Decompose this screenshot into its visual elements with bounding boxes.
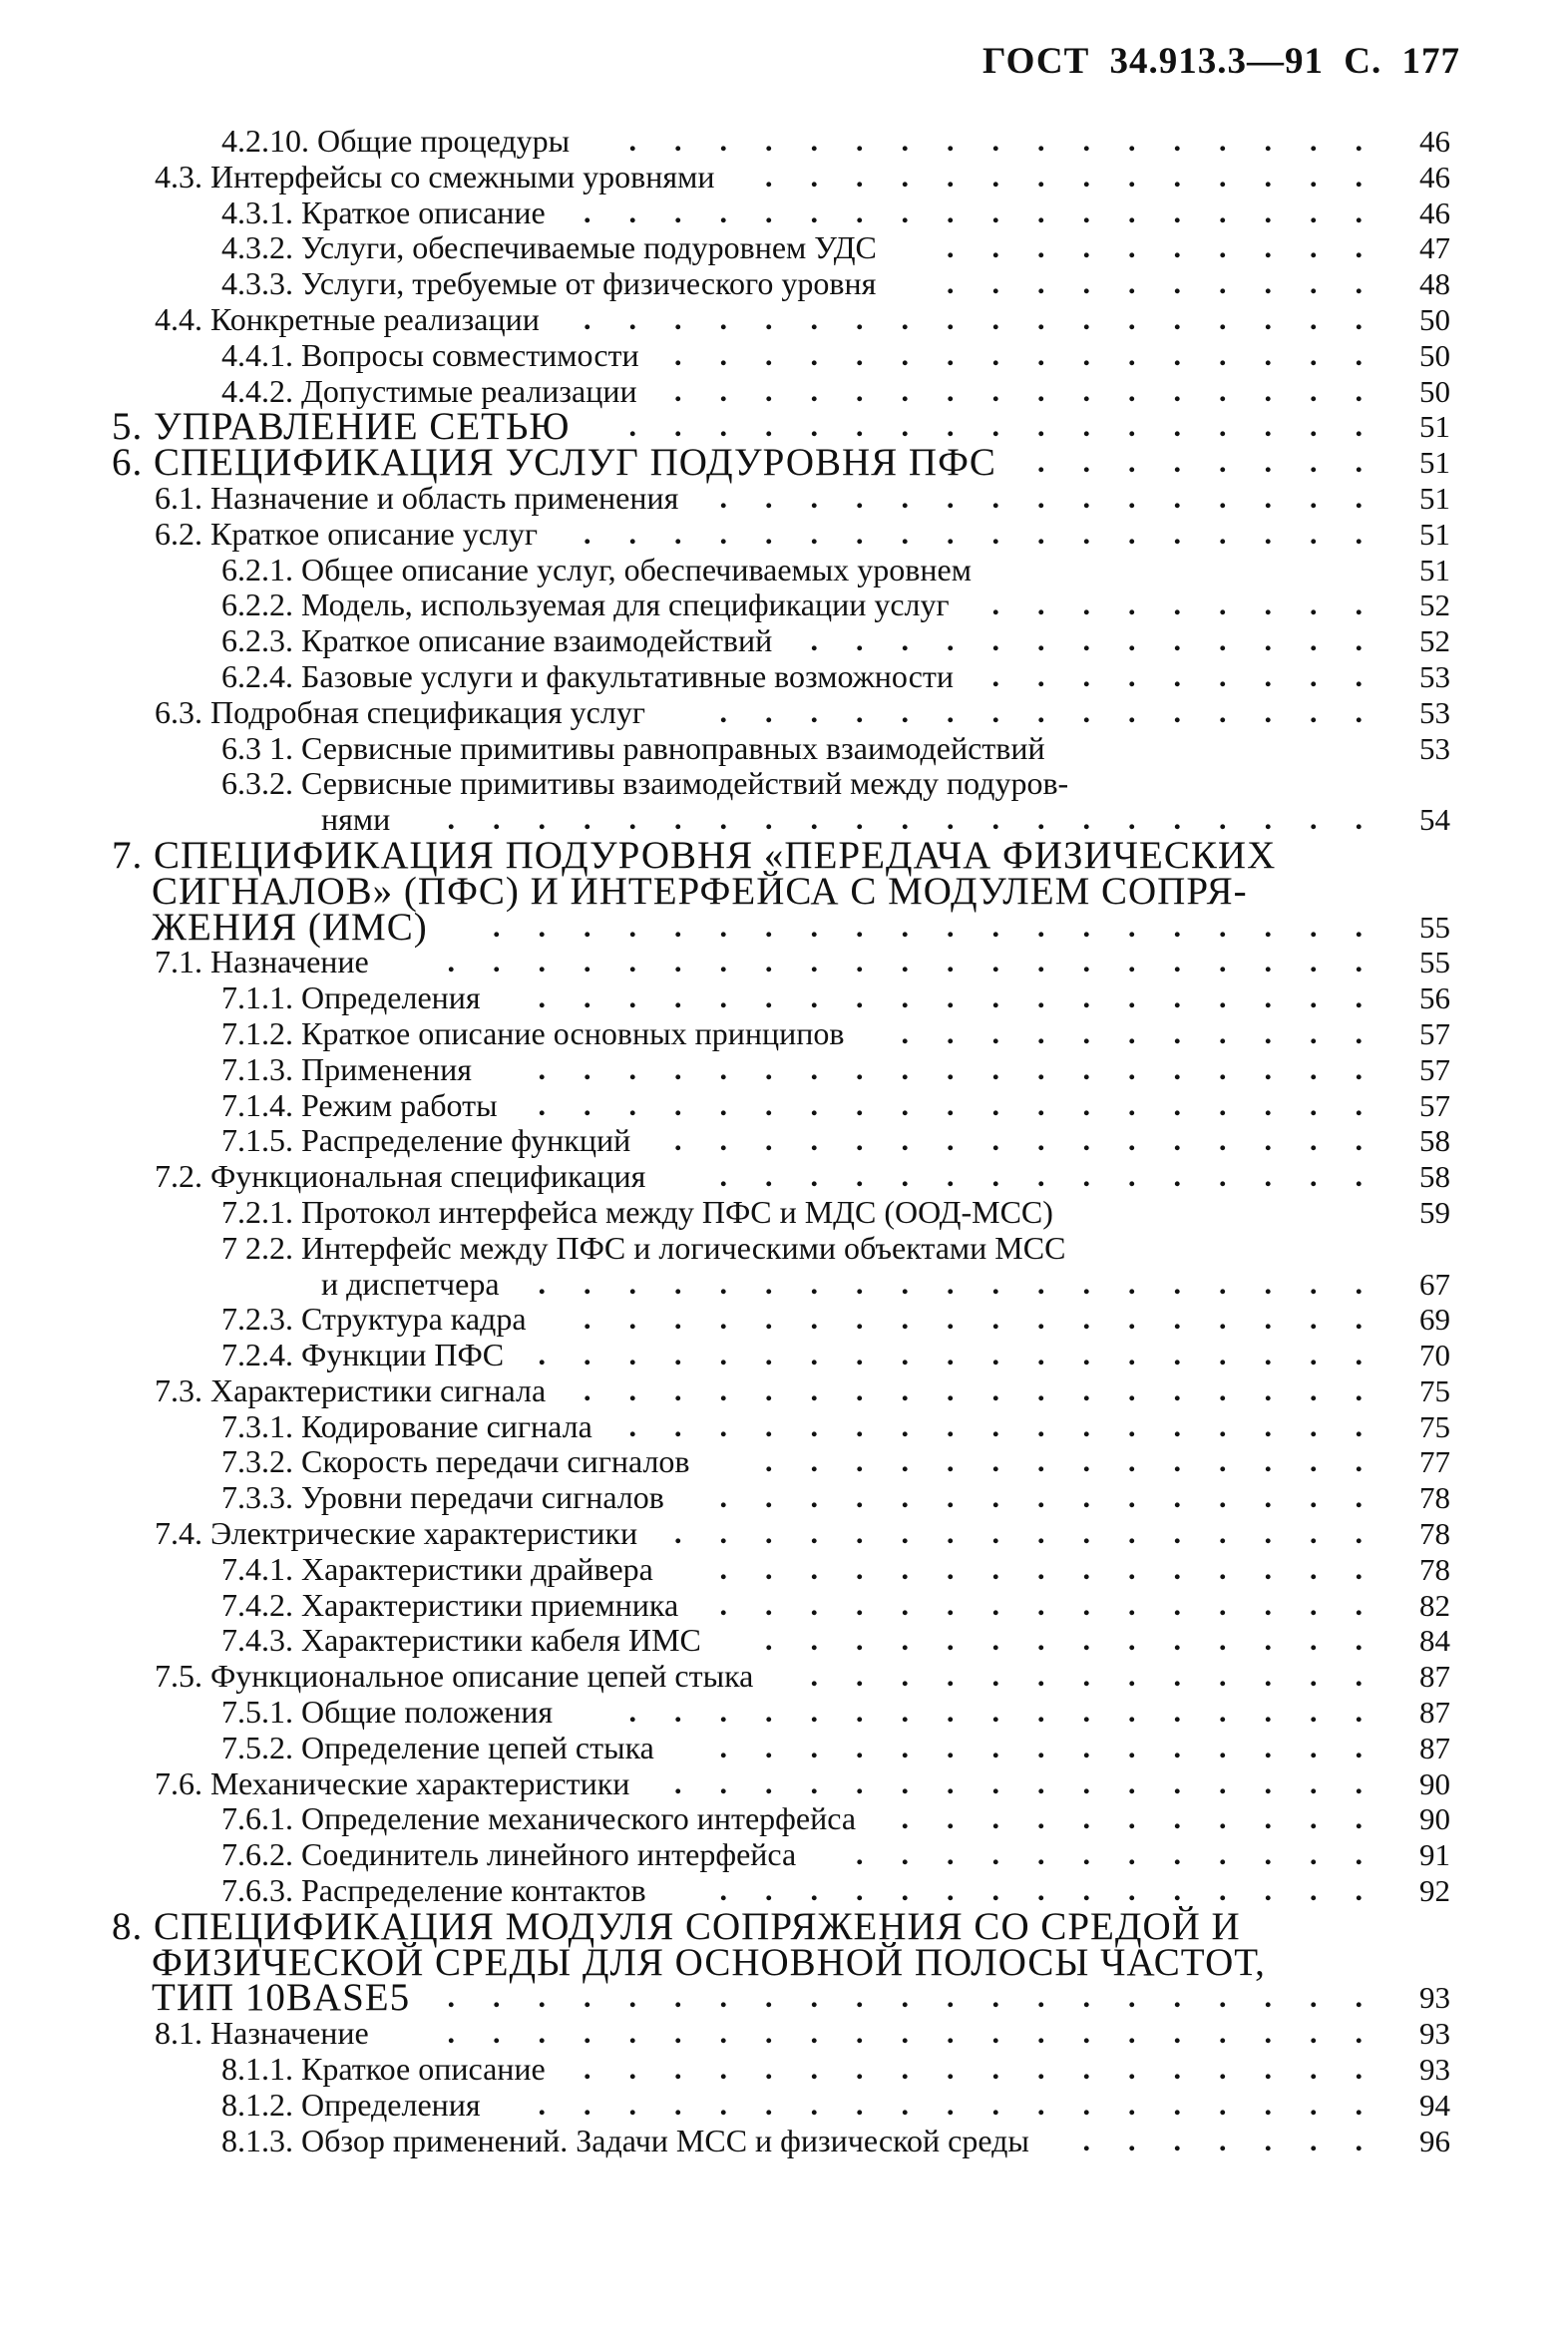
- toc-entry-label: и диспетчера: [321, 1265, 500, 1302]
- toc-entry-label: 8.1.1. Краткое описание: [221, 2051, 546, 2088]
- toc-leader-dots: ..............: [765, 1445, 1400, 1479]
- toc-page-number: 93: [1419, 1980, 1450, 2016]
- toc-entry: [0, 1016, 1568, 1052]
- toc-page-number: 56: [1419, 980, 1450, 1016]
- toc-leader-dots: ..............: [765, 160, 1400, 194]
- toc-page-number: 54: [1419, 802, 1450, 838]
- toc-entry-label: 4.3. Интерфейсы со смежными уровнями: [155, 158, 715, 195]
- toc-leader-dots: ................: [674, 1517, 1400, 1551]
- toc-entry-label: нями: [321, 801, 391, 838]
- toc-page-number: 75: [1419, 1372, 1450, 1408]
- toc-page-number: 82: [1419, 1587, 1450, 1623]
- toc-leader-dots: ...................: [538, 981, 1400, 1015]
- toc-page-number: 51: [1419, 516, 1450, 552]
- toc-entry-label: 7.6. Механические характеристики: [155, 1764, 630, 1801]
- toc-page-number: 51: [1419, 552, 1450, 587]
- toc-entry: [0, 587, 1568, 623]
- toc-entry-label: 7.1.2. Краткое описание основных принципов: [221, 1014, 845, 1051]
- toc-entry-label: 7.4.3. Характеристики кабеля ИМС: [221, 1622, 701, 1659]
- toc-entry-label: 7.4.2. Характеристики приемника: [221, 1586, 679, 1623]
- toc-entry-label: 7.2.4. Функции ПФС: [221, 1337, 505, 1373]
- toc-entry-label: 7.3. Характеристики сигнала: [155, 1371, 547, 1408]
- toc-entry-label: 7.1.3. Применения: [221, 1050, 472, 1087]
- toc-entry: [0, 766, 1568, 802]
- toc-entry: [0, 1195, 1568, 1231]
- toc-leader-dots: .................: [628, 410, 1400, 444]
- toc-entry: [0, 230, 1568, 266]
- toc-leader-dots: ...................: [538, 1267, 1400, 1301]
- toc-entry-label: 7. СПЕЦИФИКАЦИЯ ПОДУРОВНЯ «ПЕРЕДАЧА ФИЗИЧЕСКИХ: [112, 833, 1277, 877]
- toc-entry: [0, 731, 1568, 767]
- toc-page-number: 90: [1419, 1801, 1450, 1837]
- toc-leader-dots: ................: [674, 338, 1400, 372]
- toc-entry: [0, 124, 1568, 160]
- toc-entry-label: ТИП 10BASE5: [152, 1976, 411, 2020]
- toc-page-number: 52: [1419, 623, 1450, 659]
- toc-leader-dots: ...............: [719, 1552, 1400, 1586]
- toc-entry: [0, 374, 1568, 410]
- toc-entry-label: 4.4.2. Допустимые реализации: [221, 372, 637, 409]
- toc-entry: [0, 1444, 1568, 1480]
- toc-page-number: 77: [1419, 1444, 1450, 1480]
- toc-entry: [0, 1623, 1568, 1659]
- toc-entry-label: 7.5.2. Определение цепей стыка: [221, 1729, 654, 1765]
- toc-page-number: 53: [1419, 730, 1450, 766]
- toc-entry: [0, 1940, 1568, 1984]
- toc-leader-dots: ..................: [584, 1303, 1400, 1337]
- toc-entry: [0, 1766, 1568, 1802]
- toc-leader-dots: .................: [628, 1409, 1400, 1443]
- toc-page-number: 87: [1419, 1695, 1450, 1731]
- toc-entry: [0, 1588, 1568, 1624]
- toc-leader-dots: ........: [1037, 446, 1400, 480]
- toc-leader-dots: ...................: [538, 1088, 1400, 1122]
- toc-page-number: 91: [1419, 1837, 1450, 1873]
- toc-leader-dots: .............: [810, 624, 1400, 658]
- toc-entry-label: ФИЗИЧЕСКОЙ СРЕДЫ ДЛЯ ОСНОВНОЙ ПОЛОСЫ ЧАСТОТ,: [152, 1940, 1266, 1984]
- toc-entry: [0, 1516, 1568, 1552]
- toc-leader-dots: ...........: [901, 1016, 1400, 1050]
- toc-entry: [0, 1159, 1568, 1195]
- toc-leader-dots: .................: [628, 125, 1400, 158]
- toc-entry-label: 4.3.2. Услуги, обеспечиваемые подуровнем УДС: [221, 229, 877, 266]
- toc-leader-dots: ...............: [719, 1160, 1400, 1194]
- toc-leader-dots: ...........: [901, 1802, 1400, 1836]
- toc-page-number: 58: [1419, 1123, 1450, 1159]
- toc-entry-label: 7.2.1. Протокол интерфейса между ПФС и МДС (ООД-МСС): [221, 1193, 1053, 1230]
- toc-leader-dots: ............: [856, 1838, 1400, 1872]
- toc-leader-dots: ...................: [538, 1052, 1400, 1086]
- toc-entry: [0, 1088, 1568, 1124]
- toc-leader-dots: ...............: [719, 695, 1400, 729]
- toc-leader-dots: ..................: [584, 1373, 1400, 1407]
- toc-page-number: 53: [1419, 694, 1450, 730]
- toc-page-number: 67: [1419, 1266, 1450, 1302]
- toc-page-number: 58: [1419, 1159, 1450, 1195]
- toc-entry: [0, 1873, 1568, 1909]
- toc-leader-dots: .............: [810, 1660, 1400, 1694]
- toc-entry: [0, 481, 1568, 517]
- toc-entry: [0, 2016, 1568, 2052]
- toc-entry: [0, 659, 1568, 695]
- toc-entry-label: 7.2.3. Структура кадра: [221, 1301, 527, 1338]
- toc-entry: [0, 1695, 1568, 1731]
- toc-leader-dots: .................: [628, 1696, 1400, 1730]
- toc-leader-dots: ................: [674, 1766, 1400, 1800]
- toc-entry-label: 6.2.1. Общее описание услуг, обеспечиваемых уровнем: [221, 551, 972, 587]
- toc-leader-dots: .........: [991, 659, 1400, 693]
- toc-page-number: 57: [1419, 1087, 1450, 1123]
- toc-entry: [0, 945, 1568, 980]
- toc-entry: [0, 195, 1568, 231]
- toc-entry: [0, 869, 1568, 913]
- toc-leader-dots: ...................: [538, 2088, 1400, 2122]
- toc-entry: [0, 980, 1568, 1016]
- toc-entry: [0, 1801, 1568, 1837]
- toc-entry-label: 6.2.2. Модель, используемая для спецификации услуг: [221, 586, 950, 623]
- toc-entry: [0, 405, 1568, 449]
- toc-entry: [0, 1837, 1568, 1873]
- toc-entry-label: 7.1. Назначение: [155, 944, 369, 980]
- toc-entry-label: 6.2.3. Краткое описание взаимодействий: [221, 622, 773, 659]
- toc-entry: [0, 302, 1568, 338]
- toc-entry: [0, 2052, 1568, 2088]
- toc-entry-label: 4.2.10. Общие процедуры: [221, 123, 571, 159]
- toc-page-number: 52: [1419, 587, 1450, 623]
- toc-entry: [0, 1976, 1568, 2020]
- toc-entry-label: 7 2.2. Интерфейс между ПФС и логическими объектами МСС: [221, 1229, 1066, 1266]
- toc-page-number: 78: [1419, 1480, 1450, 1516]
- toc-leader-dots: .....................: [447, 1981, 1400, 2015]
- toc-leader-dots: .....................: [447, 2017, 1400, 2051]
- toc-page-number: 46: [1419, 195, 1450, 230]
- toc-entry-label: 7.3.3. Уровни передачи сигналов: [221, 1479, 664, 1516]
- toc-entry: [0, 833, 1568, 877]
- toc-page-number: 93: [1419, 2052, 1450, 2088]
- toc-entry: [0, 1659, 1568, 1695]
- toc-entry: [0, 266, 1568, 302]
- toc-entry-label: 4.4. Конкретные реализации: [155, 300, 540, 337]
- toc-entry: [0, 1267, 1568, 1303]
- toc-leader-dots: ...................: [538, 1339, 1400, 1372]
- toc-entry-label: 6. СПЕЦИФИКАЦИЯ УСЛУГ ПОДУРОВНЯ ПФС: [112, 441, 996, 485]
- toc-entry-label: 8.1.2. Определения: [221, 2086, 481, 2123]
- toc-entry-label: ЖЕНИЯ (ИМС): [152, 905, 428, 949]
- page-header: ГОСТ 34.913.3—91 С. 177: [982, 41, 1460, 82]
- toc-page-number: 57: [1419, 1051, 1450, 1087]
- toc-entry-label: 7.4. Электрические характеристики: [155, 1515, 638, 1552]
- toc-leader-dots: .........: [991, 588, 1400, 622]
- toc-page-number: 55: [1419, 909, 1450, 945]
- toc-entry: [0, 1302, 1568, 1338]
- toc-leader-dots: ..................: [584, 302, 1400, 336]
- toc-leader-dots: ..................: [584, 2053, 1400, 2087]
- toc-entry: [0, 905, 1568, 949]
- toc-leader-dots: ....................: [493, 910, 1400, 944]
- toc-page-number: 51: [1419, 445, 1450, 481]
- toc-page-number: 47: [1419, 230, 1450, 266]
- toc-entry: [0, 1373, 1568, 1409]
- toc-entry-label: 6.3.2. Сервисные примитивы взаимодействий между подуров-: [221, 765, 1069, 802]
- toc-leader-dots: ...............: [719, 1874, 1400, 1908]
- toc-entry-label: 7.6.3. Распределение контактов: [221, 1872, 646, 1909]
- toc-entry-label: 4.4.1. Вопросы совместимости: [221, 336, 639, 373]
- toc-entry: [0, 1409, 1568, 1445]
- toc-entry-label: 4.3.1. Краткое описание: [221, 194, 546, 230]
- toc-page-number: 87: [1419, 1730, 1450, 1765]
- toc-leader-dots: ................: [674, 374, 1400, 408]
- toc-entry: [0, 1123, 1568, 1159]
- toc-page-number: 46: [1419, 124, 1450, 159]
- toc-entry-label: 7.4.1. Характеристики драйвера: [221, 1550, 653, 1587]
- toc-page-number: 50: [1419, 337, 1450, 373]
- toc-page-number: 50: [1419, 373, 1450, 409]
- toc-leader-dots: ...............: [719, 1588, 1400, 1622]
- toc-leader-dots: ................: [674, 1124, 1400, 1158]
- toc-entry: [0, 802, 1568, 838]
- toc-page-number: 57: [1419, 1015, 1450, 1051]
- toc-entry-label: 6.1. Назначение и область применения: [155, 479, 679, 516]
- toc-entry: [0, 1338, 1568, 1373]
- toc-leader-dots: .......: [1082, 2124, 1400, 2157]
- toc-page-number: 69: [1419, 1302, 1450, 1338]
- toc-page-number: 75: [1419, 1408, 1450, 1444]
- toc-entry-label: СИГНАЛОВ» (ПФС) И ИНТЕРФЕЙСА С МОДУЛЕМ СОПРЯ-: [152, 869, 1248, 913]
- toc-page-number: 50: [1419, 301, 1450, 337]
- table-of-contents: [0, 124, 1568, 2158]
- toc-entry: [0, 441, 1568, 485]
- toc-entry-label: 7.3.1. Кодирование сигнала: [221, 1407, 592, 1444]
- toc-page-number: 51: [1419, 409, 1450, 445]
- toc-page-number: 90: [1419, 1765, 1450, 1801]
- toc-leader-dots: ..........: [947, 267, 1400, 301]
- toc-entry: [0, 2088, 1568, 2124]
- toc-leader-dots: ..................: [584, 517, 1400, 551]
- toc-entry: [0, 517, 1568, 553]
- toc-entry: [0, 1552, 1568, 1588]
- toc-entry: [0, 1052, 1568, 1088]
- toc-page-number: 78: [1419, 1516, 1450, 1552]
- toc-entry: [0, 553, 1568, 588]
- toc-leader-dots: ..................: [584, 195, 1400, 229]
- toc-page-number: 48: [1419, 266, 1450, 302]
- toc-page-number: 51: [1419, 480, 1450, 516]
- toc-entry-label: 7.6.2. Соединитель линейного интерфейса: [221, 1836, 797, 1873]
- toc-page-number: 59: [1419, 1194, 1450, 1230]
- toc-entry: [0, 1731, 1568, 1766]
- toc-entry: [0, 695, 1568, 731]
- toc-page-number: 70: [1419, 1338, 1450, 1373]
- toc-entry-label: 7.3.2. Скорость передачи сигналов: [221, 1443, 690, 1480]
- toc-entry: [0, 1231, 1568, 1267]
- toc-leader-dots: .....................: [447, 946, 1400, 979]
- toc-leader-dots: ...............: [719, 1481, 1400, 1515]
- toc-leader-dots: ...............: [719, 481, 1400, 515]
- toc-entry-label: 4.3.3. Услуги, требуемые от физического уровня: [221, 265, 877, 302]
- toc-entry: [0, 1480, 1568, 1516]
- toc-entry: [0, 2124, 1568, 2159]
- toc-leader-dots: .....................: [447, 803, 1400, 837]
- toc-page-number: 93: [1419, 2016, 1450, 2052]
- toc-entry-label: 7.1.1. Определения: [221, 979, 481, 1016]
- toc-entry: [0, 338, 1568, 374]
- toc-entry-label: 7.6.1. Определение механического интерфейса: [221, 1800, 857, 1837]
- toc-entry: [0, 1904, 1568, 1948]
- toc-page-number: 84: [1419, 1623, 1450, 1659]
- toc-page-number: 78: [1419, 1551, 1450, 1587]
- toc-entry-label: 6.2. Краткое описание услуг: [155, 515, 539, 552]
- toc-page-number: 94: [1419, 2087, 1450, 2123]
- toc-entry-label: 8.1.3. Обзор применений. Задачи МСС и физической среды: [221, 2122, 1029, 2158]
- toc-leader-dots: ..........: [947, 231, 1400, 265]
- toc-entry: [0, 623, 1568, 659]
- toc-leader-dots: ..............: [765, 1624, 1400, 1658]
- toc-entry-label: 7.5. Функциональное описание цепей стыка: [155, 1658, 754, 1695]
- toc-page-number: 96: [1419, 2123, 1450, 2158]
- toc-entry-label: 7.1.5. Распределение функций: [221, 1122, 631, 1159]
- toc-page-number: 92: [1419, 1873, 1450, 1909]
- toc-entry-label: 7.2. Функциональная спецификация: [155, 1158, 646, 1195]
- toc-page-number: 55: [1419, 945, 1450, 980]
- toc-page-number: 46: [1419, 159, 1450, 195]
- toc-entry-label: 8.1. Назначение: [155, 2015, 369, 2052]
- toc-entry-label: 6.2.4. Базовые услуги и факультативные возможности: [221, 657, 955, 694]
- toc-entry-label: 6.3 1. Сервисные примитивы равноправных взаимодействий: [221, 729, 1045, 766]
- toc-page-number: 53: [1419, 658, 1450, 694]
- toc-entry-label: 8. СПЕЦИФИКАЦИЯ МОДУЛЯ СОПРЯЖЕНИЯ СО СРЕДОЙ И: [112, 1904, 1241, 1948]
- toc-entry-label: 6.3. Подробная спецификация услуг: [155, 693, 645, 730]
- toc-page-number: 87: [1419, 1659, 1450, 1695]
- toc-leader-dots: ...............: [719, 1731, 1400, 1764]
- toc-entry: [0, 160, 1568, 195]
- toc-entry-label: 7.5.1. Общие положения: [221, 1694, 554, 1731]
- toc-entry-label: 7.1.4. Режим работы: [221, 1086, 498, 1123]
- toc-entry-label: 5. УПРАВЛЕНИЕ СЕТЬЮ: [112, 405, 571, 449]
